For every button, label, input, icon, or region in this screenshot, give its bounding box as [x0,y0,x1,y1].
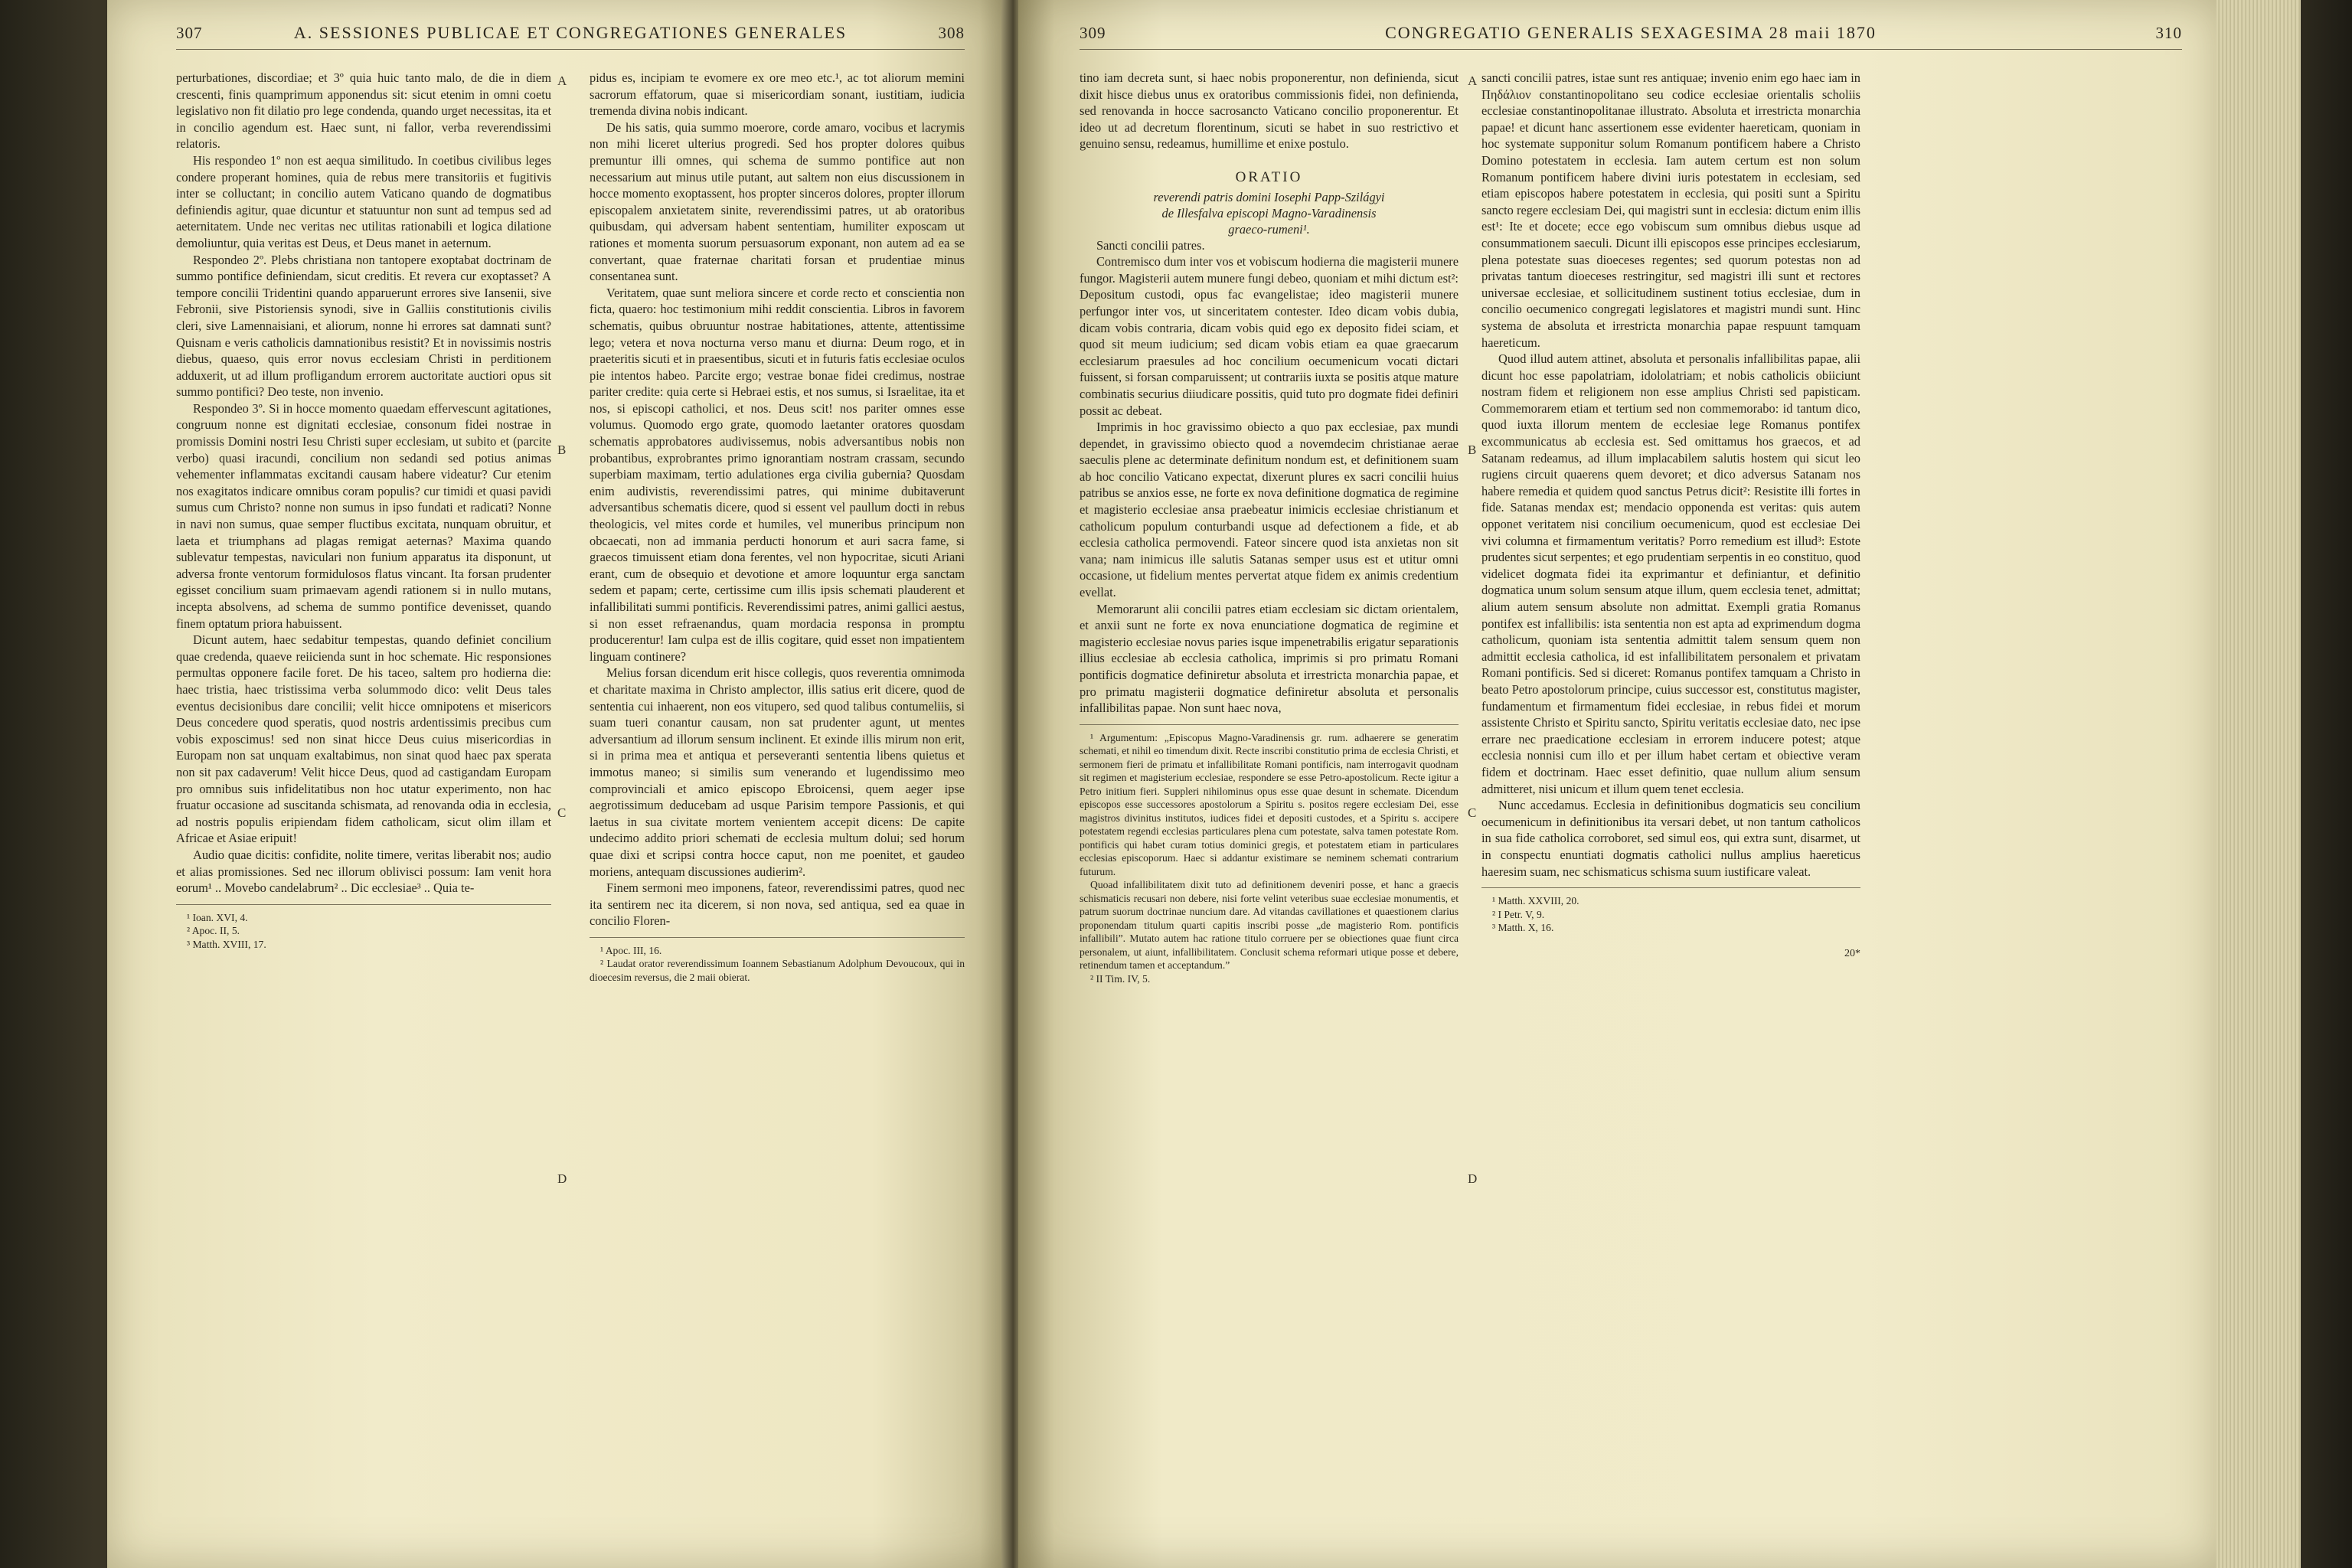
footnote: ³ Matth. X, 16. [1492,922,1554,934]
margin-letter-b-right: B [1468,443,1477,457]
footnote: ² I Petr. V, 9. [1492,908,1545,920]
right-sheet [1080,23,2182,985]
column-310 [1481,70,1860,985]
paragraph: perturbationes, discordiae; et 3º quia huic tanto malo, de die in diem crescenti, finis quamprimum apponendus sit: sicut etenim in omni coetu legislativo non fit dilatio pro lege condenda, quando urget necessitas, ita et in concilio agendum est. Haec sunt, ni fallor, verba reverendissimi relatoris. [176,70,551,152]
footnote: ¹ Matth. XXVIII, 20. [1492,895,1579,907]
paragraph: Imprimis in hoc gravissimo obiecto a quo pax ecclesiae, pax mundi dependet, in gravissimo obiecto quod a novemdecim christianae aerae saeculis plene ac determinate definitum nondum est, et definitionem suam ab hoc concilio Vaticano expectat, dixerunt plures ex sacri concilii huius patribus se anxios esse, ne forte ex nova definitione dogmatica de regimine et magisterio ecclesiae ansa praebeatur inimicis ecclesiae christianum et catholicum populum conturbandi usque ad defectionem a fide, et ab ecclesia catholica permovendi. Fateor sincere quod ista anxietas non sit vana; nam inimicus ille salutis Satanas semper usus est et utitur omni occasione, ut fidelium mentes pervertat atque fidem ex animis credentium evellat. [1080,420,1459,600]
paragraph: Respondeo 3º. Si in hocce momento quaedam effervescunt agitationes, congruum nonne est dignitati ecclesiae, consonum fidei nostrae in promissis Domini nostri Iesu Christi super ecclesiam, ut subito et (parcite verbo) quasi iracundi, concilium non sedandi sed potius animas vehementer inflammatas excitandi causam habere videatur? Cur etenim nos exagitatos indicare omnibus coram populis? cur timidi et quasi pavidi sumus cum Christo? nonne non sumus in ipso fundati et radicati? Nonne in navi non sumus, quae semper fluctibus excitata, nunquam obruitur, et laeta et triumphans ad plagas remigat aeternas? Maxima quando sublevatur tempestas, naviculari non funium apparatus ita disponunt, ut adversa fronte ventorum formidulosos flatus vincant. Ita forsan prudenter egisset concilium suam primaevam agendi rationem si in nullo mutans, incepta absolvens, ad schema de summo pontifice devenisset, quando finem optatum priora habuissent. [176,400,551,631]
left-running-title: A. SESSIONES PUBLICAE ET CONGREGATIONES GENERALES [293,23,848,42]
paragraph: sancti concilii patres, istae sunt res antiquae; invenio enim ego haec iam in Πηδάλιον constantinopolitano seu codice ecclesiae orientalis scholiis ecclesiae constantinopolitanae illustrato. Absoluta et irrestricta monarchia papae! et dicunt hanc assertionem esse evidenter haereticam, quoniam in hoc systemate supponitur solum Romanum pontificem habere a Christo Domino potestatem in ecclesia. Iam autem certum est non solum Romanum pontificem habere divini iuris potestatem in ecclesiam, sed etiam episcopos habere potestatem in ecclesia, qui positi sunt a Spiritu sancto regere ecclesiam Dei, qui magistri sunt in ecclesia: dictum enim illis est¹: Ite et docete; ecce ego vobiscum sum omnibus diebus usque ad consummationem saeculi. Dicunt illi episcopos esse principes ecclesiarum, plena potestate suas dioeceses regentes; sed quorum potestas non ad privatas tantum dioeceses restringitur, sed magistri illi sunt et rectores universae ecclesiae, et sollicitudinem sustinent totius ecclesiae, dum in concilio oecumenico congregati legislatores et magistri mundi sunt. Hinc systema de absoluta et irrestricta monarchia papae respuunt tamquam haereticum. [1481,70,1860,350]
left-sheet [176,23,965,984]
footnote: ² II Tim. IV, 5. [1090,972,1151,985]
page-number-309: 309 [1080,24,1106,42]
footnotes-308 [590,937,965,985]
page-number-310: 310 [2155,24,2182,42]
footnote: ¹ Ioan. XVI, 4. [187,911,248,923]
margin-letter-c-right: C [1468,805,1477,820]
footnotes-307 [176,904,551,952]
page-number-307: 307 [176,24,203,42]
footnote: ³ Matth. XVIII, 17. [187,938,266,950]
footnotes-310 [1481,887,1860,935]
paragraph: Melius forsan dicendum erit hisce collegis, quos reverentia omnimoda et charitate maxima in Christo amplector, illis satius erit dicere, quod de sententia cui inhaerent, non eos vitupero, sed quod talibus contumeliis, si suam tueri conantur causam, non sat prudenter agunt, ut mentes adversantium ad illorum sensum inclinent. Et exinde illis mirum non erit, si in prima mea et antiqua et perseveranti sententia libens quietus et immotus maneo; si similis sum venerando et lugendissimo meo comprovinciali et amico episcopo Ebroicensi, quem aeger ipse aegrotissimum deducebam ad usque Parisim tempore Passionis, et qui laetus in sua civitate mortem venientem accepit dicens: De capite undecimo addito priori schemati de ecclesia multum dolui; sed horum quae dixi et scripsi contra hocce caput, non me poenitet, et gaudeo moriens, antequam discussiones audierim². [590,665,965,879]
oratio-subtitle-1: reverendi patris domini Iosephi Papp-Szilágyi [1153,189,1385,204]
paragraph: Nunc accedamus. Ecclesia in definitionibus dogmaticis seu concilium oecumenicum in definitionibus ita versari debet, ut non tantum catholicos in sua fide catholica corroboret, sed simul eos, qui extra sunt, disarmet, ut in conspectu enuntiati dogmatis catholici nullus amplius haereticus haeresim suam, nec schismaticus schisma suum iustificare valeat. [1481,798,1860,879]
oratio-subtitle-2: de Illesfalva episcopi Magno-Varadinensis [1161,205,1377,220]
footnote: ² Apoc. II, 5. [187,925,240,937]
paragraph: Finem sermoni meo imponens, fateor, reverendissimi patres, quod nec ita sentirem nec ita dicerem, si non nova, sed antiqua, sed ea quae in concilio Floren- [590,880,965,929]
margin-letter-d-right: D [1468,1171,1478,1186]
footnote: ² Laudat orator reverendissimum Ioannem Sebastianum Adolphum Devoucoux, qui in dioecesim reversus, die 2 maii obierat. [590,958,965,983]
paragraph: Sancti concilii patres. [1096,237,1205,253]
paragraph: Respondeo 2º. Plebs christiana non tantopere exoptabat doctrinam de summo pontifice definiendam, sicut creditis. Et revera cur exoptasset? A tempore concilii Tridentini quando apparuerunt errores sive Iansenii, sive Febronii, sive Pistoriensis synodi, sive in Galliis constitutionis civilis cleri, sive Lamennaisiani, et aliorum, nonne hi errores sat damnati sunt? Quisnam e veris catholicis damnationibus resistit? Et in novissimis nostris diebus, quaeso, quis error novus ecclesiam Christi in perditionem adduxerit, ut ad illum profligandum errorem auctoritate auctiori opus sit summo pontifici? Deo teste, non invenio. [176,252,551,400]
right-running-head [1080,23,2182,50]
paragraph: Dicunt autem, haec sedabitur tempestas, quando definiet concilium quae credenda, quaeve reiicienda sunt in hoc schemate. Hic responsiones permultas opponere facile foret. De his taceo, saltem pro hodierna die: haec tristia, haec tristissima verba solummodo dico: velit Deus tales eventus decisionibus dare concilii; velit hicce omnipotens et misericors Deus concedere quod speratis, quod nostris ardentissimis precibus cum vobis exposcimus! sed non sinat hicce Deus cuius misericordias in Europam non sat unquam exaltabimus, non sinat quod haec pax sperata non sit pax cadaverum! Velit hicce Deus, quod ad castigandam Europam pro omnibus suis infidelitatibus non hoc utatur experimento, non hac fruatur occasione ad suscitanda schismata, ad renovanda odia in ecclesia, ad nostris populis eripiendam fidem catholicam, sicut olim illam et Africae et Asiae eripuit! [176,632,551,846]
footnote: Quoad infallibilitatem dixit tuto ad definitionem deveniri posse, et hanc a graecis schismaticis recusari non debere, nisi forte velint veteribus suae ecclesiae monumentis, et patrum suorum doctrinae nuncium dare. Ad vitandas cavillationes et quaestionem clarius proponendam titulum quarti capitis inscribi posse „de magisterio Rom. pontificis infallibili”. Mutato autem hac ratione titulo corruere per se obiectiones quae fiunt circa personalem, ut aiunt, infallibilitatem. Conclusit schema reformari utique posse et debere, retinendum tamen et acceptandum.” [1080,879,1459,972]
paragraph: Audio quae dicitis: confidite, nolite timere, veritas liberabit nos; audio et alias promissiones. Sed nec illorum oblivisci possum: Iam venit hora eorum¹ .. Movebo candelabrum² .. Dic ecclesiae³ .. Quia te- [176,847,551,896]
column-308 [590,70,965,984]
left-columns [176,70,965,984]
footnotes-309 [1080,724,1459,986]
signature-mark: 20* [1844,947,1860,959]
right-running-title: CONGREGATIO GENERALIS SEXAGESIMA 28 maii 1870 [1385,23,1877,42]
page-edges [2216,0,2301,1568]
column-309 [1080,70,1459,985]
margin-letter-a-right: A [1468,74,1478,88]
margin-letter-d: D [557,1171,567,1186]
margin-letter-b: B [557,443,567,457]
paragraph: tino iam decreta sunt, si haec nobis proponerentur, non definienda, sicut dixit hisce diebus unus ex oratoribus commissionis fidei, non definienda, sed renovanda in hocce sacrosancto Vaticano concilio proponerentur. Et ideo ut ad decretum florentinum, sicuti se habet in suo restrictivo et genuino sensu, redeamus, humillime et enixe postulo. [1080,70,1459,152]
oratio-subtitle-3: graeco-rumeni¹. [1228,221,1310,237]
paragraph: Veritatem, quae sunt meliora sincere et corde recto et conscientia non ficta, quaero: hoc testimonium mihi reddit conscientia. Libros in favorem schematis, quibus obruuntur nostrae habitationes, attente, attentissime lego; vetera et nova nocturna verso manu et diurna: Deum rogo, et in praeteritis sicuti et in praesentibus, sicuti et in futuris fatis ecclesiae oculos pie intentos habeo. Parcite ergo; vestrae bonae fidei credimus, nostrae pariter credite: quia certe si Hebraei estis, et nos sumus, si Israelitae, ita et nos, si episcopi catholici, et nos. Deus scit! nos pariter omnes esse volumus. Quomodo ergo grate, quomodo laetanter oratores quosdam schematis approbatores audivissemus, nobis adversantibus nobis non probantibus, exprobrantes primo ignorantiam nostram crassam, secundo superbiam maximam, tertio adulationes erga civilia gubernia? Quosdam enim audivistis, reverendissimi patres, qui minime dubitaverunt adversantibus schematis dicere, quod si essent vel paullum docti in rebus theologicis, vel mites corde et humiles, vel muneribus principum non obcaecati, non ad immania perducti honorum et auri sacra fame, si graecos timuissent etiam dona ferentes, vel non hypocritae, sicuti Ariani erant, cum de obsequio et devotione et amore loquuntur erga sanctam sedem et papam; certe, certissime cum illis ipsis schemati plauderent et infallibilitati summi pontificis. Reverendissimi patres, animi gallici aestus, si non esset refraenandus, quam mordacia responsa in promptu producerentur! Iam culpa est de illis cogitare, quid esset non impatientem linguam continere? [590,285,965,664]
footnote: ¹ Argumentum: „Episcopus Magno-Varadinensis gr. rum. adhaerere se generatim schemati, et nihil eo timendum dixit. Recte inscribi constitutio prima de ecclesia Christi, et sermonem fieri de primatu et infallibilitate Romani pontificis, nam interrogavit quodnam sit regimen et magisterium ecclesiae, respondere se esse Petro-apostolicum. Recte igitur a Petro initium fieri. Suppleri nihilominus opus esse quae desunt in schemate. Dicendum episcopos esse successores apostolorum a Spiritu s. positos regere ecclesiam Dei, esse magistros divinitus institutos, iudices fidei et depositi custodes, et a Spiritu s. accipere potestatem regendi ecclesias particulares plena cum potestate, salva tamen potestate Rom. pontificis qui habet curam totius dominici gregis, et potestatem etiam in particulares ecclesias episcoporum. Haec si addantur existimare se neminem schemati contrarium futurum. [1080,731,1459,877]
oratio-heading: ORATIO [1235,168,1303,185]
column-307 [176,70,551,984]
paragraph: De his satis, quia summo moerore, corde amaro, vocibus et lacrymis non mihi liceret ulterius progredi. Sed hos propter dolores quibus premuntur illi omnes, qui schema de summo pontifice aut non necessarium aut minus utile putant, aut saltem non eius discussionem in hocce momento exoptassent, hos propter sinceros dolores, propter illorum episcopalem anxietatem sinite, reverendissimi patres, ut ab oratoribus quibusdam, qui adversam habent sententiam, humiliter exposcam ut rationes et momenta suorum persuasorum exponant, non autem ad ea se convertant, quae fraternae charitati forsan et prudentiae minus consentanea sunt. [590,119,965,284]
left-running-head [176,23,965,50]
page-number-308: 308 [938,24,965,42]
margin-letter-c: C [557,805,567,820]
paragraph: pidus es, incipiam te evomere ex ore meo etc.¹, ac tot aliorum memini sacrorum effatorum, quae si misericordiam sonant, iustitiam, iudicia tremenda divina nobis indicant. [590,70,965,119]
footnote: ¹ Apoc. III, 16. [600,944,662,956]
margin-letter-a: A [557,74,567,88]
paragraph: Quod illud autem attinet, absoluta et personalis infallibilitas papae, alii dicunt hoc esse papolatriam, idololatriam; et nobis catholicis obiiciunt nostram fidem et religionem non esse amplius Christi sed papisticam. Commemorarem etiam et tertium sed non commemorabo: id tantum dico, quod iuxta illorum mentem de ecclesiae lege Romanus pontifex excommunicatus ab ecclesia est. Sed omittamus hos graecos, et ad Satanam redeamus, ad illum implacabilem salutis hostem qui sicut leo rugiens circuit quaerens quem devoret; et dico adversus Satanam nos habere remedia et quidem quod sanctus Petrus dicit²: Resistite illi fortes in fide. Satanas mendax est; mendacio opponenda est veritas: quis autem opponet veritatem nisi concilium oecumenicum, quod est ecclesiae Dei vivi columna et firmamentum veritatis? Porro remedium est illud³: Estote prudentes sicut serpentes; et ego prudentiam serpentis in eo constituo, quod videlicet dogmata fidei ita exprimantur et definiantur, et definitio dogmatica unum solum sensum atque illum, quem ecclesia tenet, admittat; alium autem sensum absolute non admittat. Exempli gratia Romanus pontifex est infallibilis: ista sententia non est apta ad exprimendum dogma catholicum, quoniam ista sententia admittit talem sensum quem non admittit ecclesia catholica, id est infallibilitatem personalem et privatam Romani pontificis. Sed si diceret: Romanus pontifex tamquam a Christo in beato Petro apostolorum principe, cuius successor est, constitutus magister, fundamentum et firmamentum fidei ecclesiae, in rebus fidei et morum assistente Christo et Spiritu sancto, Spiritu veritatis ecclesiae dato, nec ipse errare nec praedicatione ecclesiam in errorem inducere potest; atque ecclesia nonnisi cum illo et per illum habet certam et obiective veram fidem et doctrinam. Haec esset definitio, quae nullum alium sensum admitteret, nisi unicum et illum quem tenet ecclesia. [1481,351,1860,796]
paragraph: Contremisco dum inter vos et vobiscum hodierna die magisterii munere fungor. Magisterii autem munere fungi debeo, quoniam et mihi dictum est²: Depositum custodi, opus fac evangelistae; ideo magisterii munere perfungor inter vos, ut sinceritatem contester. Ideo dicam vobis dubia, dicam vobis contraria, dicam vobis quid ego ex deposito fidei sciam, et quod sit meum iudicium; sed dicam vobis etiam ea quae graecarum ecclesiarum praesules ad hoc concilium oecumenicum vocati dictari fuissent, si forsan comparuissent; ut contrariis iuxta se positis atque mature combinatis securius diiudicare possitis, quid tuto pro dogmate fidei definiri possit ac debeat. [1080,254,1459,418]
paragraph: His respondeo 1º non est aequa similitudo. In coetibus civilibus leges condere properant homines, quia de rebus mere transitoriis et fugitivis inter se colluctant; in concilio autem Vaticano quando de dogmatibus definiendis agitur, quae dicuntur et statuuntur non sunt ad tempus sed ad aeternitatem. Unde nec veritas nec utilitas rationabili et logica dilatione demoliuntur, quia veritas est Deus, et Deus manet in aeternum. [176,152,551,250]
paragraph: Memorarunt alii concilii patres etiam ecclesiam sic dictam orientalem, et anxii sunt ne forte ex nova enunciatione dogmatica de regimine et magisterio ecclesiae novus paries isque impenetrabilis erigatur separationis illius ecclesiae ab ecclesia catholica, imprimis si pro primatu Romani pontificis dogmatice definiretur absoluta et irrestricta monarchia papae, et pro primatu magisterii dogmatice definiretur absoluta et personalis infallibilitas papae. Non sunt haec nova, [1080,601,1459,716]
right-columns [1080,70,2182,985]
